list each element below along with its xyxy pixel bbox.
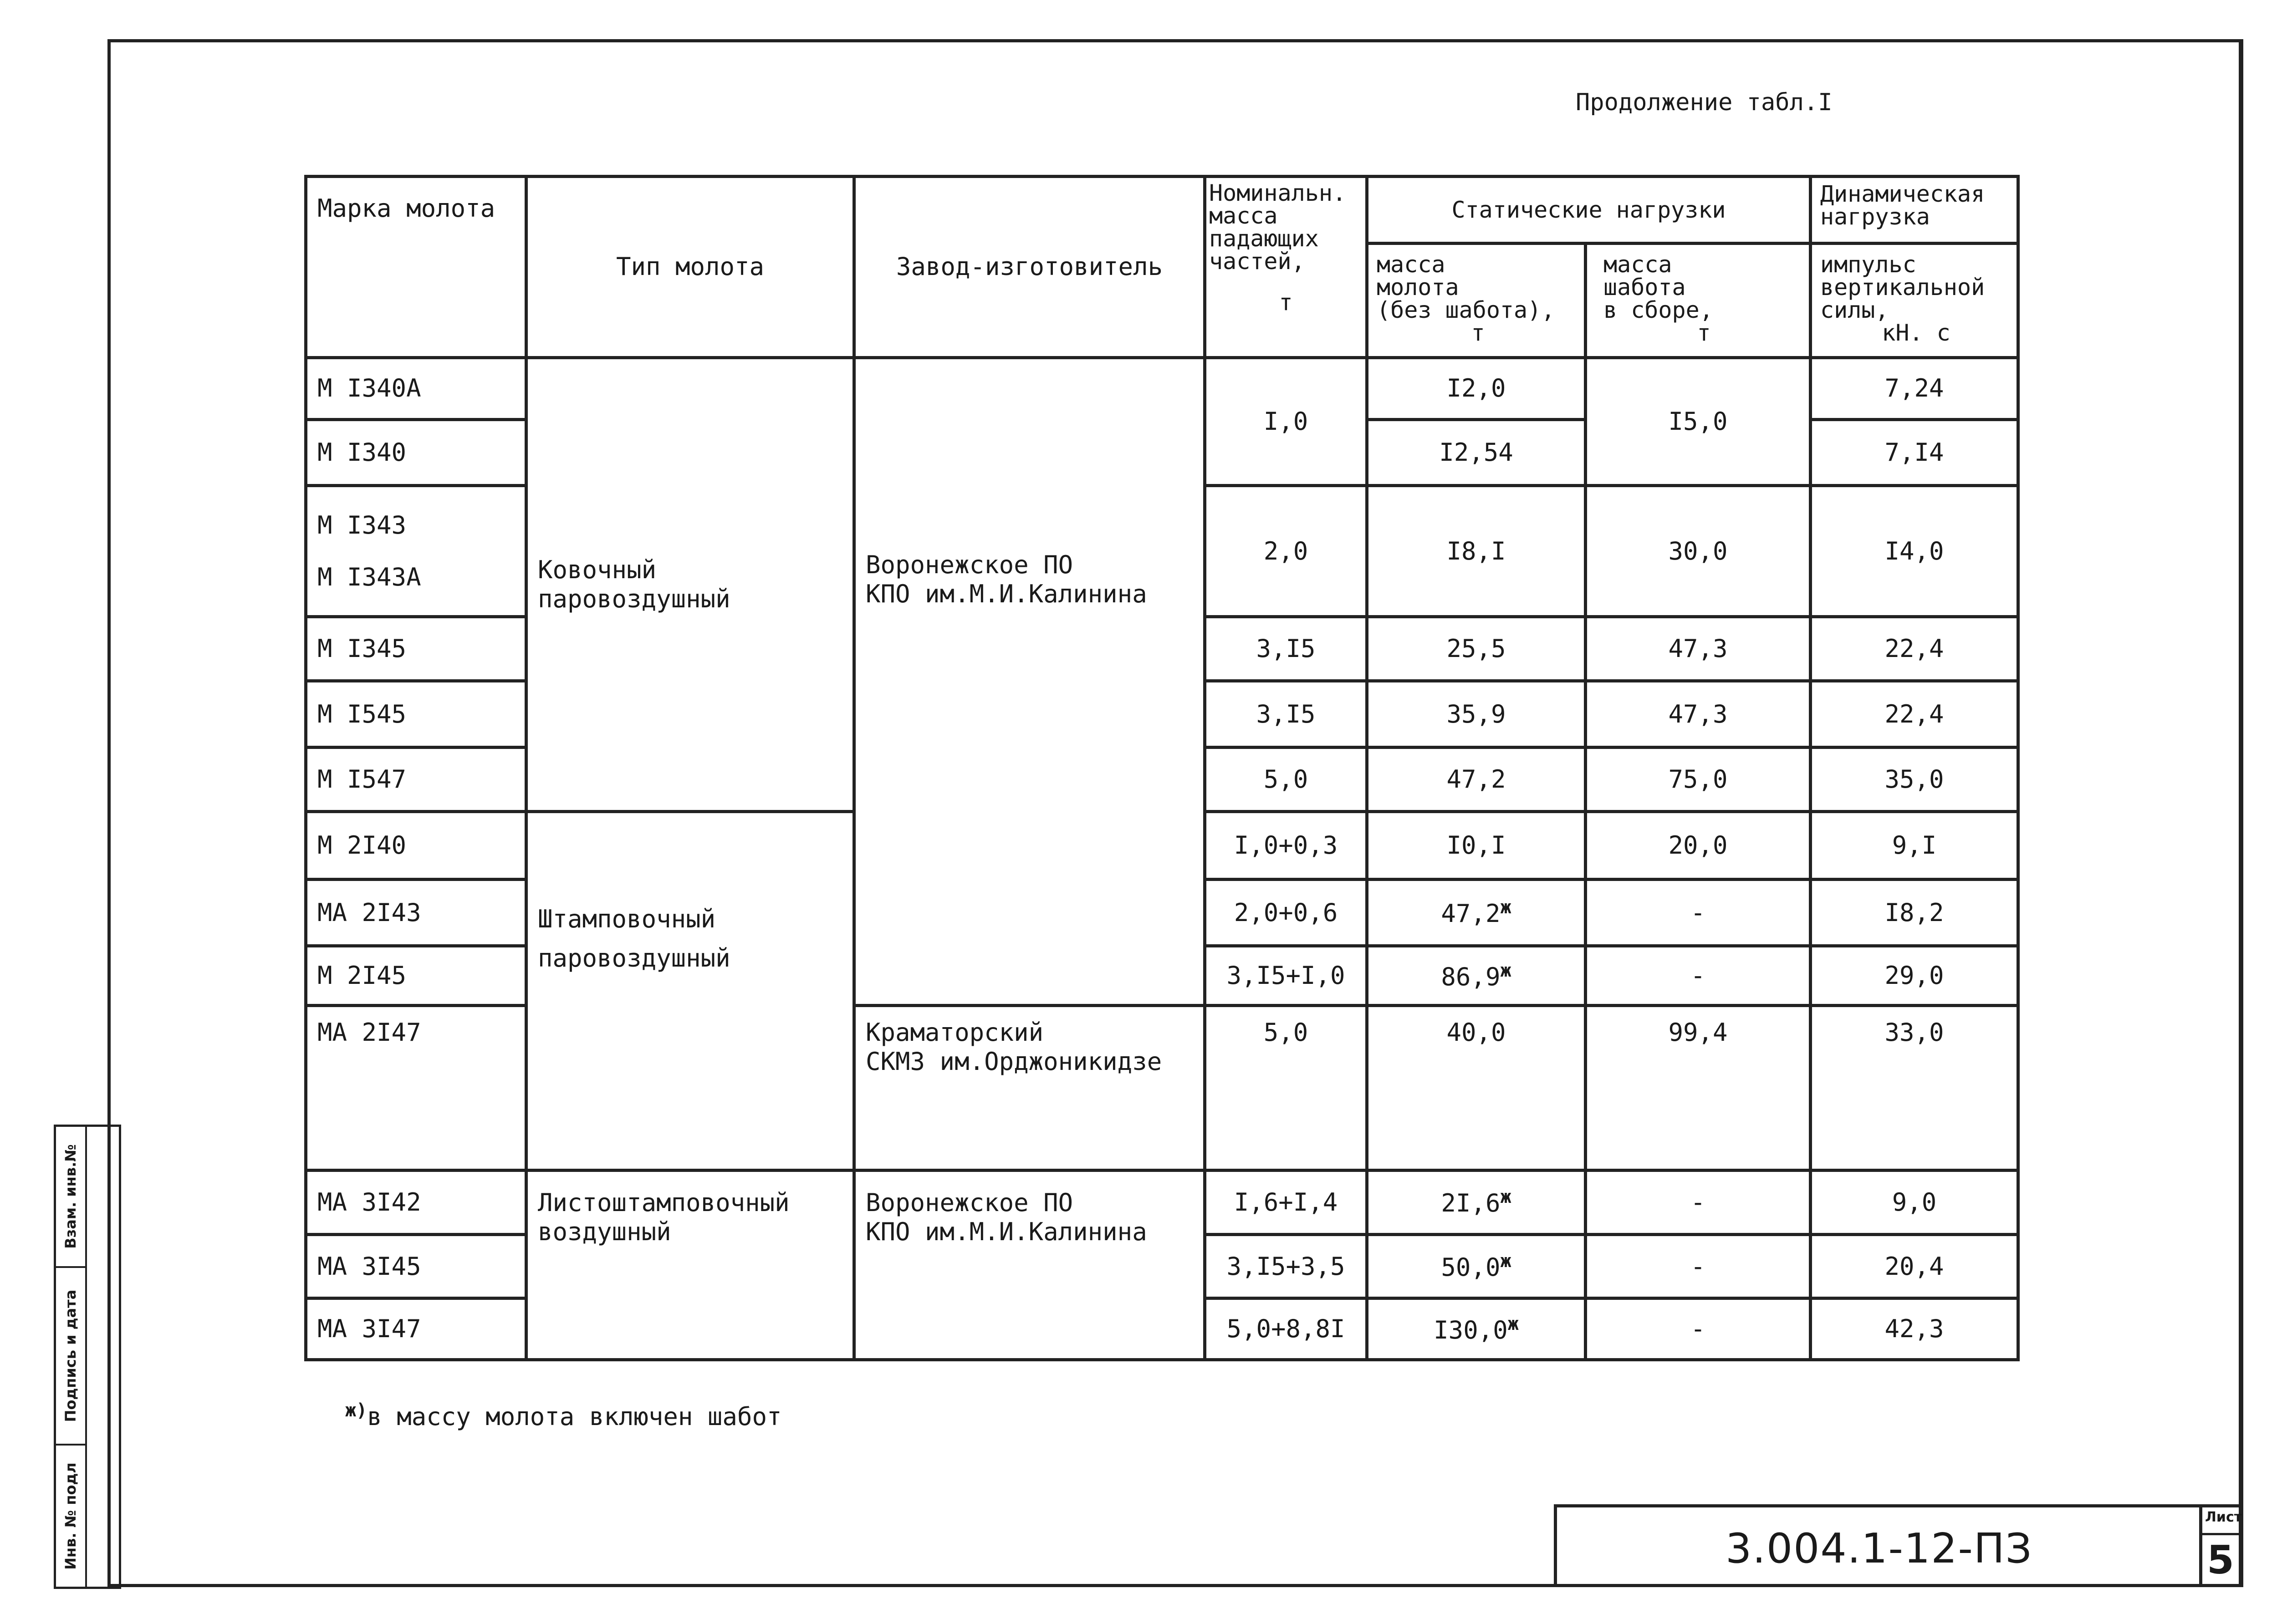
cell-anvil: 75,0 — [1586, 748, 1811, 812]
cell-type-stamping: Штамповочный паровоздушный — [526, 811, 854, 1170]
cell-mass: I8,I — [1367, 486, 1586, 616]
cell-impulse: 35,0 — [1811, 748, 2018, 812]
hammers-table — [304, 175, 2020, 1361]
sheet-divider — [2202, 1533, 2243, 1535]
cell-nominal: 2,0 — [1205, 486, 1367, 616]
cell-impulse: 9,I — [1811, 811, 2018, 879]
header-dynamic: Динамическая нагрузка — [1811, 177, 2018, 244]
sheet-label: Лист — [2205, 1509, 2242, 1525]
cell-anvil: - — [1586, 946, 1811, 1006]
cell-mass: I2,0 — [1367, 357, 1586, 419]
cell-mass: $2I,6^ж$ — [1367, 1170, 1586, 1234]
cell-plant-kramatorsk: Краматорский СКМЗ им.Орджоникидзе — [854, 1006, 1205, 1171]
cell-nominal: 5,0+8,8I — [1205, 1298, 1367, 1360]
cell-anvil: 99,4 — [1586, 1006, 1811, 1171]
sheet-column — [2199, 1507, 2243, 1587]
cell-anvil: - — [1586, 879, 1811, 946]
cell-anvil: 47,3 — [1586, 681, 1811, 748]
cell-mark: М 2I40 — [306, 811, 526, 879]
cell-impulse: 9,0 — [1811, 1170, 2018, 1234]
cell-mark: М I340 — [306, 419, 526, 486]
cell-mass: $50,0^ж$ — [1367, 1234, 1586, 1298]
side-cell-replace: Взам. инв.№ — [56, 1127, 85, 1268]
cell-nominal: I,0+0,3 — [1205, 811, 1367, 879]
header-mark: Марка молота — [306, 177, 526, 358]
cell-anvil: 20,0 — [1586, 811, 1811, 879]
cell-impulse: 7,I4 — [1811, 419, 2018, 486]
cell-nominal: 5,0 — [1205, 1006, 1367, 1171]
cell-plant-voronezh: Воронежское ПО КПО им.М.И.Калинина — [854, 357, 1205, 1005]
cell-mark: М I545 — [306, 681, 526, 748]
cell-anvil: - — [1586, 1170, 1811, 1234]
table-row — [306, 1170, 2018, 1234]
cell-impulse: I4,0 — [1811, 486, 2018, 616]
document-code: 3.004.1-12-ПЗ — [1726, 1525, 2033, 1573]
sheet-number: 5 — [2207, 1537, 2234, 1583]
cell-type-forging: Ковочный паровоздушный — [526, 357, 854, 811]
cell-mass: I2,54 — [1367, 419, 1586, 486]
cell-impulse: 20,4 — [1811, 1234, 2018, 1298]
cell-nominal: I,6+I,4 — [1205, 1170, 1367, 1234]
cell-mass: $86,9^ж$ — [1367, 946, 1586, 1006]
cell-nominal: 3,I5 — [1205, 616, 1367, 681]
footnote: $^{ж)}$в массу молота включен шабот — [345, 1400, 782, 1431]
cell-impulse: I8,2 — [1811, 879, 2018, 946]
cell-impulse: 22,4 — [1811, 616, 2018, 681]
header-nominal: Номинальн. масса падающих частей, т — [1205, 177, 1367, 358]
cell-nominal: 5,0 — [1205, 748, 1367, 812]
cell-anvil: - — [1586, 1298, 1811, 1360]
header-type: Тип молота — [526, 177, 854, 358]
cell-mark: МА 2I43 — [306, 879, 526, 946]
side-cell-signature: Подпись и дата — [56, 1268, 85, 1446]
header-impulse: импульс вертикальной силы, кН. с — [1811, 243, 2018, 357]
side-cell-original: Инв. № подл — [62, 1462, 79, 1570]
cell-mass: 35,9 — [1367, 681, 1586, 748]
cell-impulse: 42,3 — [1811, 1298, 2018, 1360]
cell-anvil: 47,3 — [1586, 616, 1811, 681]
cell-mark: МА 3I42 — [306, 1170, 526, 1234]
cell-mark: М I340А — [306, 357, 526, 419]
cell-impulse: 7,24 — [1811, 357, 2018, 419]
cell-mark: М I547 — [306, 748, 526, 812]
header-mass-hammer: масса молота (без шабота), т — [1367, 243, 1586, 357]
table-row — [306, 357, 2018, 419]
cell-mass: 25,5 — [1367, 616, 1586, 681]
cell-nominal: 3,I5+3,5 — [1205, 1234, 1367, 1298]
header-mass-anvil: масса шабота в сборе, т — [1586, 243, 1811, 357]
continuation-title: Продолжение табл.I — [1576, 89, 1833, 116]
cell-mark: М I345 — [306, 616, 526, 681]
cell-plant-voronezh-2: Воронежское ПО КПО им.М.И.Калинина — [854, 1170, 1205, 1359]
side-stamp — [54, 1125, 121, 1589]
cell-mark: МА 3I47 — [306, 1298, 526, 1360]
cell-nominal: 3,I5 — [1205, 681, 1367, 748]
cell-mass: 47,2 — [1367, 748, 1586, 812]
cell-mark: М I343 М I343А — [306, 486, 526, 616]
cell-impulse: 22,4 — [1811, 681, 2018, 748]
cell-impulse: 33,0 — [1811, 1006, 2018, 1171]
cell-mass: I0,I — [1367, 811, 1586, 879]
cell-mass: $I30,0^ж$ — [1367, 1298, 1586, 1360]
cell-anvil: I5,0 — [1586, 357, 1811, 485]
cell-type-sheet: Листоштамповочный воздушный — [526, 1170, 854, 1359]
cell-anvil: - — [1586, 1234, 1811, 1298]
cell-anvil: 30,0 — [1586, 486, 1811, 616]
cell-nominal: 2,0+0,6 — [1205, 879, 1367, 946]
cell-nominal: 3,I5+I,0 — [1205, 946, 1367, 1006]
cell-nominal: I,0 — [1205, 357, 1367, 485]
title-block — [1554, 1504, 2243, 1587]
cell-mark: МА 3I45 — [306, 1234, 526, 1298]
header-plant: Завод-изготовитель — [854, 177, 1205, 358]
cell-mark: МА 2I47 — [306, 1006, 526, 1171]
cell-mark: М 2I45 — [306, 946, 526, 1006]
cell-mass: $47,2^ж$ — [1367, 879, 1586, 946]
cell-mass: 40,0 — [1367, 1006, 1586, 1171]
cell-impulse: 29,0 — [1811, 946, 2018, 1006]
header-static: Статические нагрузки — [1367, 177, 1811, 244]
